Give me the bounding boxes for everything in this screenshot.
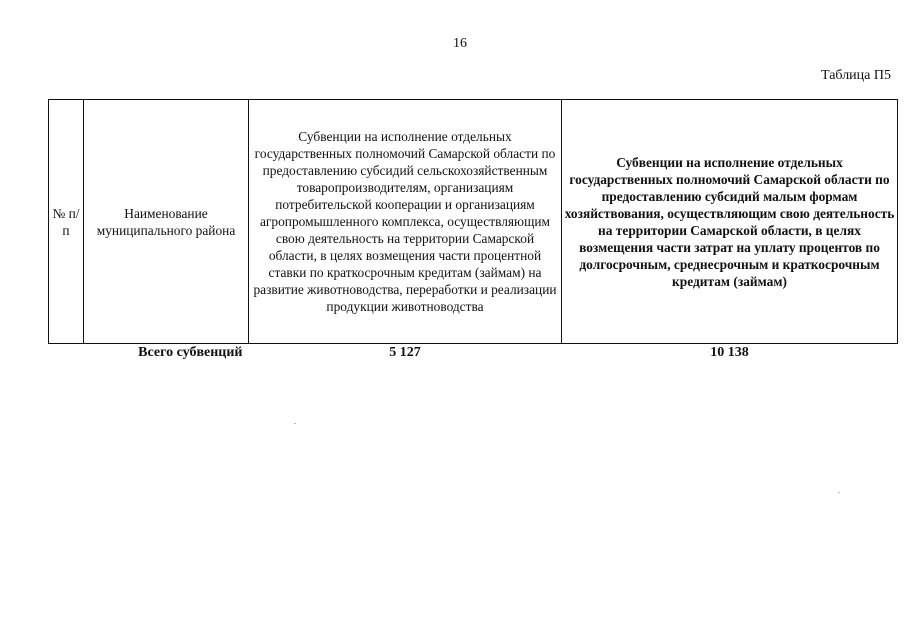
table-header-row bbox=[49, 100, 898, 344]
total-value-livestock: 5 127 bbox=[389, 345, 421, 360]
page-number: 16 bbox=[453, 36, 467, 51]
total-row bbox=[49, 344, 898, 363]
header-number: № п/п bbox=[49, 100, 84, 344]
total-label: Всего субвенций bbox=[138, 345, 243, 360]
subsidy-table bbox=[48, 99, 898, 362]
header-subvention-small-farms: Субвенции на исполнение отдельных государственных полномочий Самарской области по предоставлению субсидий малым формам хозяйствования, осуществляющим свою деятельность на территории Самарской области, в целях возмещения части затрат на уплату процентов по долгосрочным, среднесрочным и краткосрочным кредитам (займам) bbox=[562, 100, 898, 344]
table-label: Таблица П5 bbox=[821, 68, 891, 83]
scan-speck bbox=[294, 423, 296, 424]
header-district-name: Наименование муниципального района bbox=[84, 100, 249, 344]
scan-speck bbox=[838, 492, 840, 493]
total-value-small-farms: 10 138 bbox=[710, 345, 749, 360]
header-subvention-livestock: Субвенции на исполнение отдельных государственных полномочий Самарской области по предоставлению субсидий сельскохозяйственным товаропроизводителям, организациям потребительской кооперации и организациям агропромышленного комплекса, осуществляющим свою деятельность на территории Самарской области, в целях возмещения части процентной ставки по краткосрочным кредитам (займам) на развитие животноводства, переработки и реализации продукции животноводства bbox=[249, 100, 562, 344]
